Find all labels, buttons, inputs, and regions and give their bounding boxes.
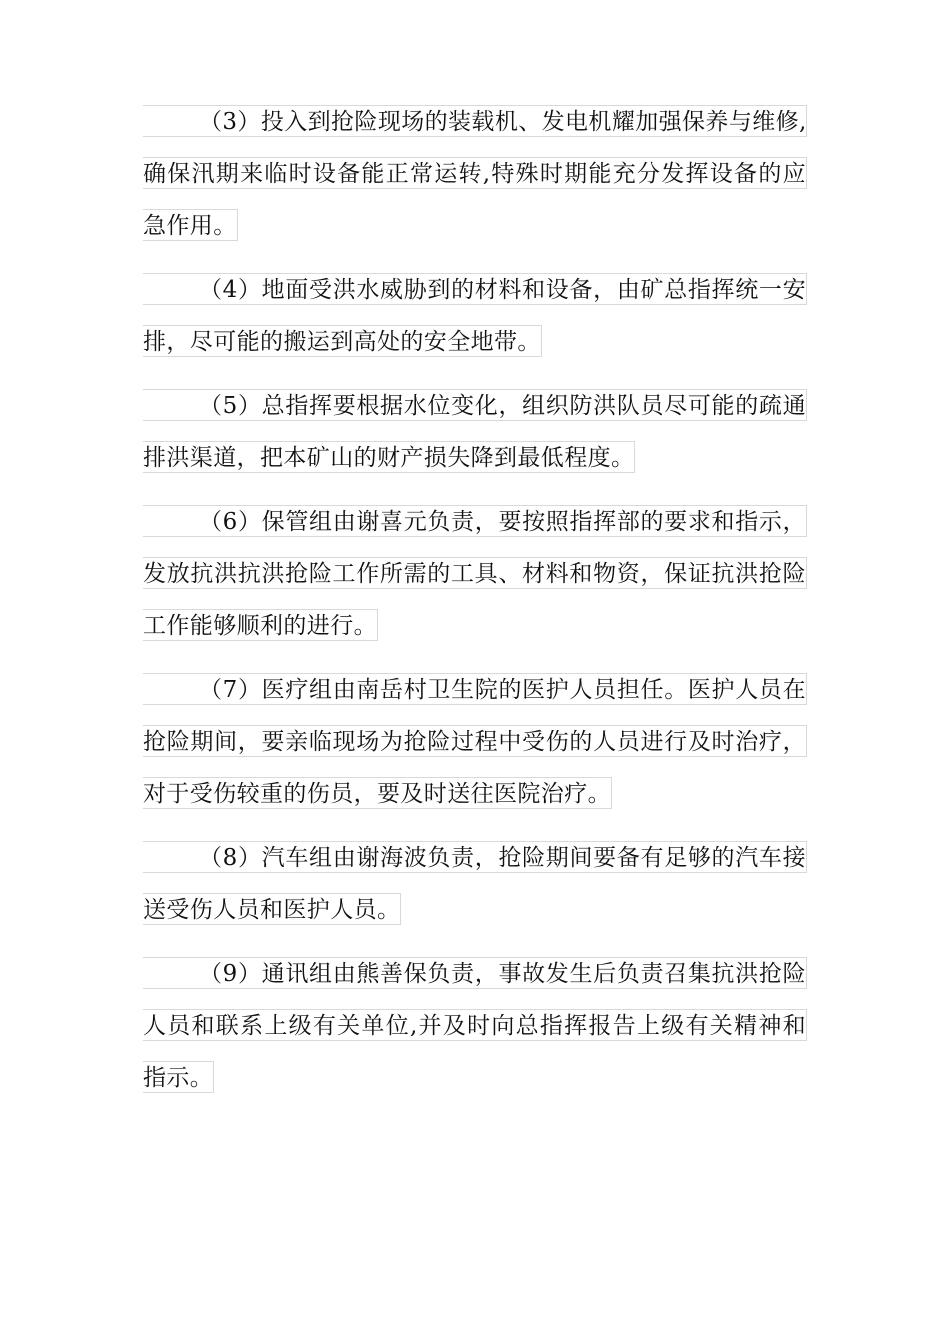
paragraph-line bbox=[143, 884, 807, 936]
line-text: 抢险期间，要亲临现场为抢险过程中受伤的人员进行及时治疗， bbox=[143, 725, 807, 757]
line-text: 急作用。 bbox=[143, 209, 238, 241]
paragraph-line bbox=[143, 496, 807, 548]
line-text: 送受伤人员和医护人员。 bbox=[143, 893, 401, 925]
paragraph-line bbox=[143, 316, 807, 368]
line-text: 工作能够顺利的进行。 bbox=[143, 609, 378, 641]
paragraph-6 bbox=[143, 496, 807, 652]
paragraph-line bbox=[143, 548, 807, 600]
line-text: 发放抗洪抗洪抢险工作所需的工具、材料和物资，保证抗洪抢险 bbox=[143, 557, 807, 589]
line-text: 指示。 bbox=[143, 1061, 214, 1093]
paragraph-line bbox=[143, 432, 807, 484]
paragraph-line bbox=[143, 148, 807, 200]
paragraph-7 bbox=[143, 664, 807, 820]
paragraph-line bbox=[143, 200, 807, 252]
paragraph-line bbox=[143, 1052, 807, 1104]
paragraph-line bbox=[143, 664, 807, 716]
paragraph-8 bbox=[143, 832, 807, 936]
line-text: 排洪渠道，把本矿山的财产损失降到最低程度。 bbox=[143, 441, 635, 473]
paragraph-line bbox=[143, 380, 807, 432]
paragraph-line bbox=[143, 948, 807, 1000]
paragraph-line bbox=[143, 600, 807, 652]
line-text: （5）总指挥要根据水位变化，组织防洪队员尽可能的疏通 bbox=[143, 389, 807, 421]
line-text: （8）汽车组由谢海波负责，抢险期间要备有足够的汽车接 bbox=[143, 841, 807, 873]
paragraph-line bbox=[143, 768, 807, 820]
line-text: （6）保管组由谢喜元负责，要按照指挥部的要求和指示， bbox=[143, 505, 807, 537]
paragraph-line bbox=[143, 716, 807, 768]
line-text: 确保汛期来临时设备能正常运转,特殊时期能充分发挥设备的应 bbox=[143, 157, 807, 189]
paragraph-3 bbox=[143, 96, 807, 252]
paragraph-5 bbox=[143, 380, 807, 484]
paragraph-line bbox=[143, 96, 807, 148]
paragraph-line bbox=[143, 832, 807, 884]
line-text: 人员和联系上级有关单位,并及时向总指挥报告上级有关精神和 bbox=[143, 1009, 807, 1041]
line-text: 对于受伤较重的伤员，要及时送往医院治疗。 bbox=[143, 777, 612, 809]
line-text: 排，尽可能的搬运到高处的安全地带。 bbox=[143, 325, 542, 357]
line-text: （7）医疗组由南岳村卫生院的医护人员担任。医护人员在 bbox=[143, 673, 807, 705]
line-text: （9）通讯组由熊善保负责，事故发生后负责召集抗洪抢险 bbox=[143, 957, 807, 989]
paragraph-4 bbox=[143, 264, 807, 368]
paragraph-line bbox=[143, 264, 807, 316]
line-text: （4）地面受洪水威胁到的材料和设备，由矿总指挥统一安 bbox=[143, 273, 807, 305]
line-text: （3）投入到抢险现场的装载机、发电机耀加强保养与维修, bbox=[143, 105, 807, 137]
paragraph-9 bbox=[143, 948, 807, 1104]
paragraph-line bbox=[143, 1000, 807, 1052]
